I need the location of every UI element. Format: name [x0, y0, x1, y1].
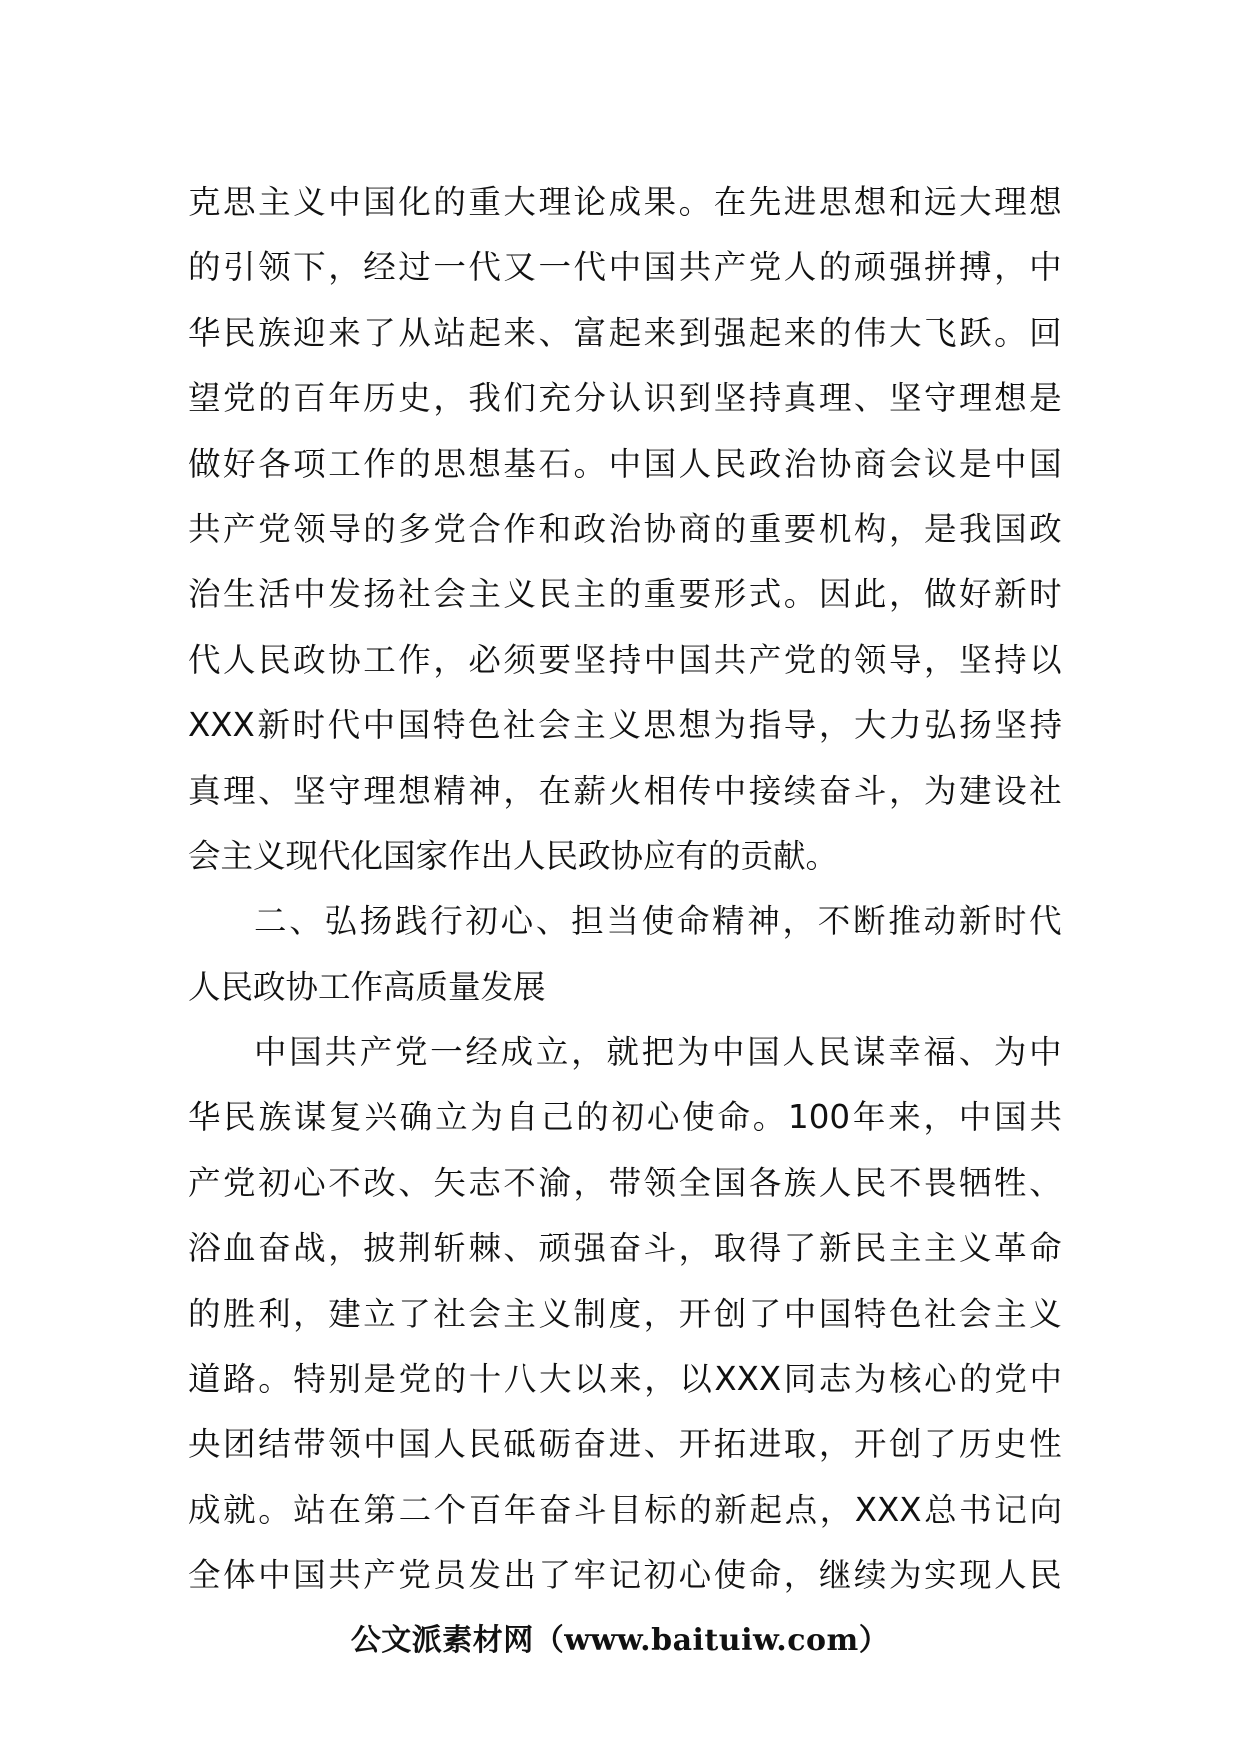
text-line: 产 党 初 心 不 改 、 矢 志 不 渝 ， 带 领 全 国 各 族 人 民 不 畏 牺 牲 、 [188, 1163, 1062, 1202]
text-line: 真 理 、 坚 守 理 想 精 神 ， 在 薪 火 相 传 中 接 续 奋 斗 ， 为 建 设 社 [188, 771, 1062, 810]
text-line: 做 好 各 项 工 作 的 思 想 基 石 。 中 国 人 民 政 治 协 商 会 议 是 中 国 [188, 444, 1062, 483]
text-line: 共 产 党 领 导 的 多 党 合 作 和 政 治 协 商 的 重 要 机 构 ， 是 我 国 政 [188, 509, 1062, 548]
text-line: 代 人 民 政 协 工 作 ， 必 须 要 坚 持 中 国 共 产 党 的 领 导 ， 坚 持 以 [188, 640, 1062, 679]
text-line: 华 民 族 迎 来 了 从 站 起 来 、 富 起 来 到 强 起 来 的 伟 大 飞 跃 。 回 [188, 313, 1062, 352]
text-line: 中 国 共 产 党 一 经 成 立 ， 就 把 为 中 国 人 民 谋 幸 福 、 为 中 [254, 1033, 1062, 1072]
text-line: 道 路 。 特 别 是 党 的 十 八 大 以 来 ， 以 XXX 同 志 为 核 心 的 党 中 [188, 1360, 1062, 1399]
text-line: 华 民 族 谋 复 兴 确 立 为 自 己 的 初 心 使 命 。 100 年 来 ， 中 国 共 [188, 1098, 1062, 1137]
text-line: 望 党 的 百 年 历 史 ， 我 们 充 分 认 识 到 坚 持 真 理 、 坚 守 理 想 是 [188, 379, 1062, 418]
text-line: 的 胜 利 ， 建 立 了 社 会 主 义 制 度 ， 开 创 了 中 国 特 色 社 会 主 义 [188, 1294, 1062, 1333]
text-line: 会主义现代化国家作出人民政协应有的贡献。 [188, 836, 839, 875]
section-heading-line: 人民政协工作高质量发展 [188, 967, 546, 1006]
text-line: 克 思 主 义 中 国 化 的 重 大 理 论 成 果 。 在 先 进 思 想 和 远 大 理 想 [188, 183, 1062, 221]
footer-watermark: 公文派素材网（www.baituiw.com） [350, 1623, 890, 1658]
text-line: 全 体 中 国 共 产 党 员 发 出 了 牢 记 初 心 使 命 ， 继 续 为 实 现 人 民 [188, 1556, 1062, 1595]
text-line: 成 就 。 站 在 第 二 个 百 年 奋 斗 目 标 的 新 起 点 ， XXX 总 书 记 向 [188, 1490, 1062, 1529]
text-line: 浴 血 奋 战 ， 披 荆 斩 棘 、 顽 强 奋 斗 ， 取 得 了 新 民 主 主 义 革 命 [188, 1229, 1062, 1268]
text-line: 央 团 结 带 领 中 国 人 民 砥 砺 奋 进 、 开 拓 进 取 ， 开 创 了 历 史 性 [188, 1425, 1062, 1464]
body-text [188, 170, 1062, 1609]
text-line: 治 生 活 中 发 扬 社 会 主 义 民 主 的 重 要 形 式 。 因 此 ， 做 好 新 时 [188, 575, 1062, 614]
text-line: XXX 新 时 代 中 国 特 色 社 会 主 义 思 想 为 指 导 ， 大 力 弘 扬 坚 持 [188, 706, 1062, 745]
text-line: 的 引 领 下 ， 经 过 一 代 又 一 代 中 国 共 产 党 人 的 顽 强 拼 搏 ， 中 [188, 248, 1062, 287]
section-heading-line: 二 、 弘 扬 践 行 初 心 、 担 当 使 命 精 神 ， 不 断 推 动 新 时 代 [254, 902, 1062, 941]
